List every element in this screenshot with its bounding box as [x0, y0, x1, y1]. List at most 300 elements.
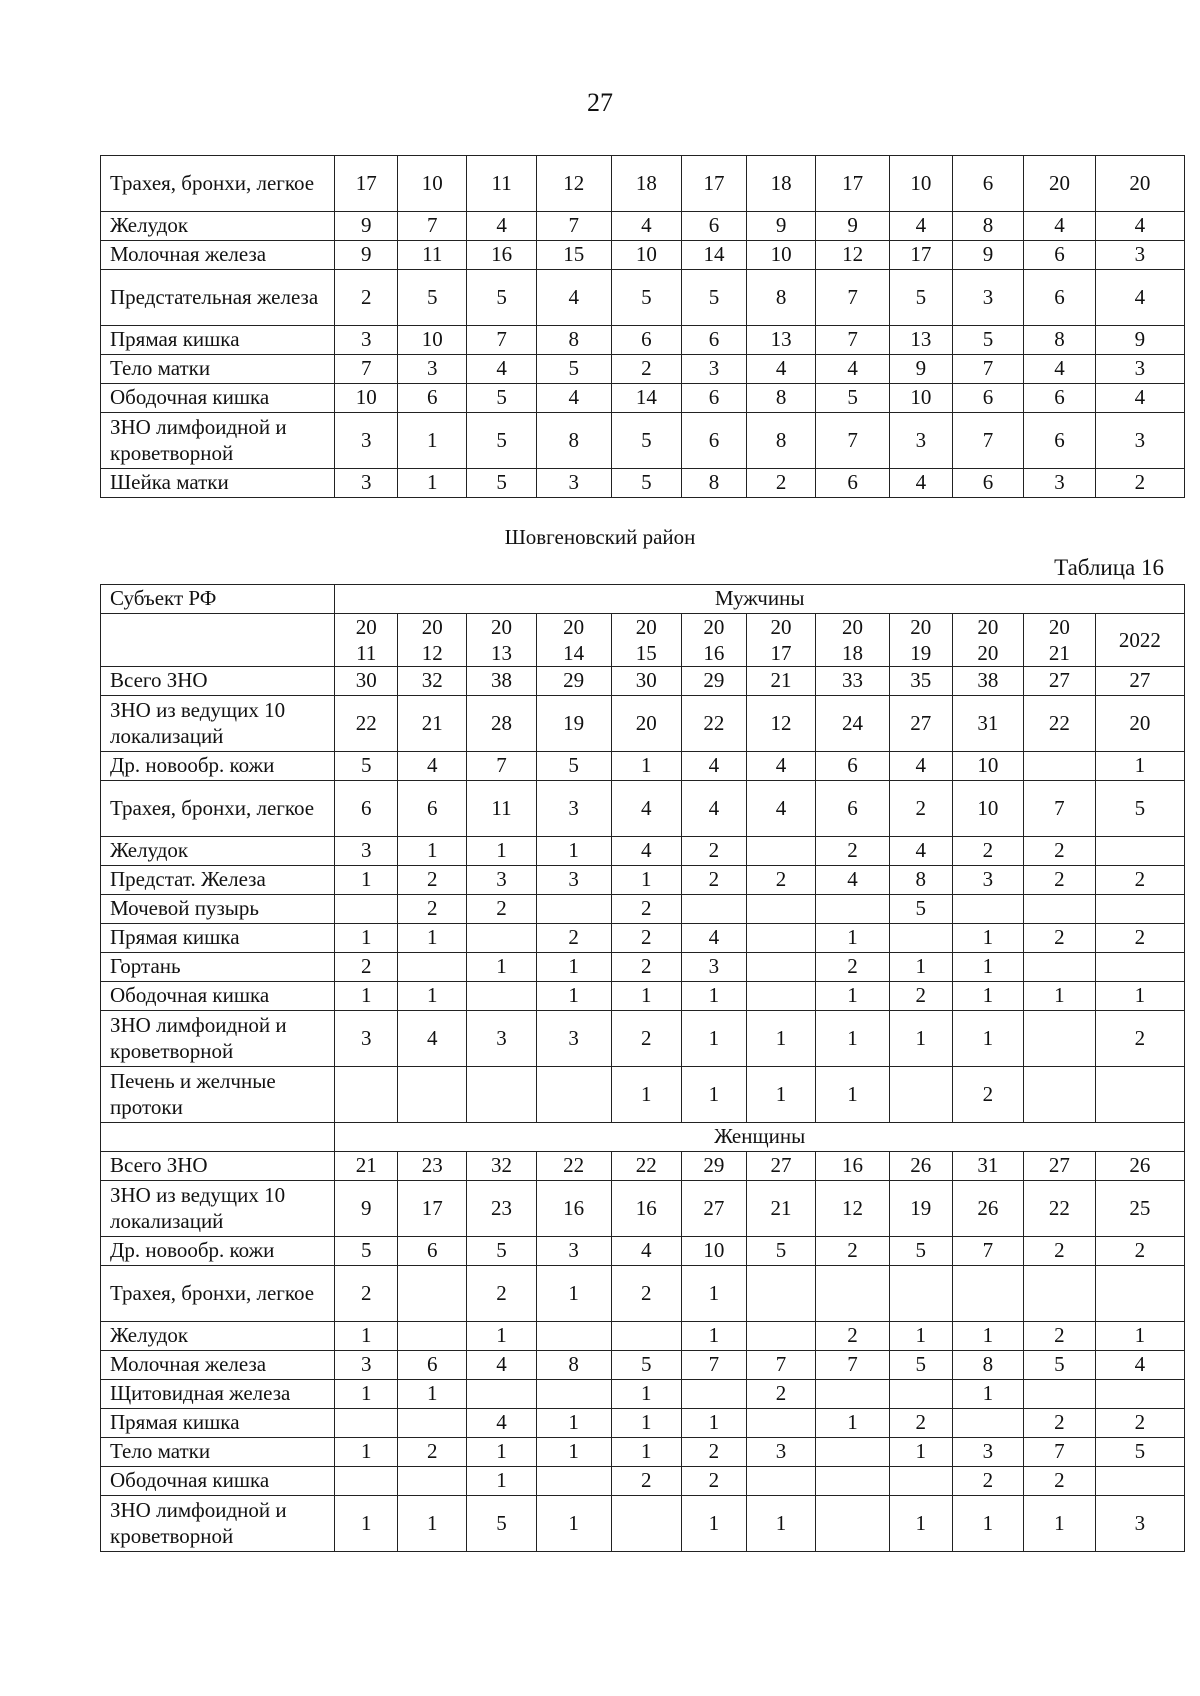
value-cell: 3: [398, 355, 467, 384]
value-cell: 10: [398, 156, 467, 212]
value-cell: 1: [611, 982, 681, 1011]
value-cell: 5: [889, 1351, 952, 1380]
value-cell: [681, 895, 746, 924]
table-row: [101, 241, 1185, 270]
value-cell: 4: [398, 752, 467, 781]
incidence-table-continued: [100, 155, 1185, 498]
value-cell: 3: [681, 953, 746, 982]
value-cell: 27: [1024, 1152, 1096, 1181]
value-cell: 3: [952, 1438, 1024, 1467]
value-cell: 1: [889, 1322, 952, 1351]
year-suffix: 18: [842, 641, 864, 665]
value-cell: 4: [611, 781, 681, 837]
value-cell: [467, 924, 536, 953]
value-cell: 1: [681, 1067, 746, 1123]
value-cell: 8: [536, 1351, 611, 1380]
value-cell: 2: [681, 866, 746, 895]
value-cell: [398, 1409, 467, 1438]
value-cell: 2: [1095, 1409, 1184, 1438]
value-cell: 3: [1095, 1496, 1184, 1552]
value-cell: 22: [681, 696, 746, 752]
value-cell: 1: [1024, 1496, 1096, 1552]
value-cell: 7: [952, 1237, 1024, 1266]
value-cell: 4: [1024, 355, 1096, 384]
value-cell: 2: [1024, 837, 1096, 866]
row-label: Желудок: [101, 837, 335, 866]
value-cell: [816, 895, 890, 924]
year-header-cell: [746, 614, 815, 667]
value-cell: 2: [398, 1438, 467, 1467]
value-cell: 1: [952, 1496, 1024, 1552]
value-cell: 1: [335, 1380, 398, 1409]
value-cell: 1: [952, 1011, 1024, 1067]
value-cell: 2: [467, 1266, 536, 1322]
year-suffix: 11: [356, 641, 377, 665]
row-label: Прямая кишка: [101, 924, 335, 953]
value-cell: 12: [816, 1181, 890, 1237]
year-header-cell: [467, 614, 536, 667]
table-row: [101, 1152, 1185, 1181]
row-label: ЗНО из ведущих 10 локализаций: [101, 696, 335, 752]
value-cell: 6: [1024, 241, 1096, 270]
years-row-blank-cell: [101, 614, 335, 667]
value-cell: 5: [889, 895, 952, 924]
value-cell: 4: [889, 837, 952, 866]
value-cell: 7: [816, 270, 890, 326]
value-cell: 29: [536, 667, 611, 696]
row-label: Трахея, бронхи, легкое: [101, 1266, 335, 1322]
row-label: Молочная железа: [101, 1351, 335, 1380]
year-header-cell: [1095, 614, 1184, 667]
value-cell: 4: [1095, 212, 1184, 241]
value-cell: [746, 924, 815, 953]
value-cell: 5: [890, 270, 953, 326]
value-cell: 2: [335, 953, 398, 982]
value-cell: 6: [682, 413, 747, 469]
value-cell: [1095, 953, 1184, 982]
header-row: [101, 585, 1185, 614]
value-cell: 2: [746, 866, 815, 895]
table-row: [101, 895, 1185, 924]
table-row: [101, 837, 1185, 866]
row-label: Др. новообр. кожи: [101, 1237, 335, 1266]
value-cell: 23: [467, 1181, 536, 1237]
value-cell: 12: [816, 241, 890, 270]
table-row: [101, 696, 1185, 752]
row-label: ЗНО из ведущих 10 локализаций: [101, 1181, 335, 1237]
row-label: Трахея, бронхи, легкое: [101, 781, 335, 837]
value-cell: 2: [1095, 924, 1184, 953]
value-cell: 1: [398, 982, 467, 1011]
row-label: Прямая кишка: [101, 326, 335, 355]
value-cell: 3: [952, 866, 1024, 895]
value-cell: [611, 1322, 681, 1351]
women-header-row: [101, 1123, 1185, 1152]
value-cell: 4: [467, 355, 536, 384]
value-cell: 24: [816, 696, 890, 752]
value-cell: 2: [398, 895, 467, 924]
value-cell: [952, 1266, 1024, 1322]
value-cell: 29: [681, 1152, 746, 1181]
value-cell: 2: [1095, 469, 1184, 498]
table-row: [101, 413, 1185, 469]
value-cell: [746, 1322, 815, 1351]
value-cell: 1: [889, 1438, 952, 1467]
value-cell: 6: [816, 469, 890, 498]
table-row: [101, 270, 1185, 326]
men-header: Мужчины: [335, 585, 1185, 614]
value-cell: 3: [952, 270, 1024, 326]
value-cell: [889, 1266, 952, 1322]
value-cell: 20: [1095, 696, 1184, 752]
value-cell: 4: [467, 1409, 536, 1438]
row-label: Ободочная кишка: [101, 1467, 335, 1496]
value-cell: 4: [1095, 270, 1184, 326]
table-row: [101, 355, 1185, 384]
value-cell: 31: [952, 1152, 1024, 1181]
value-cell: 3: [682, 355, 747, 384]
value-cell: 35: [889, 667, 952, 696]
value-cell: 2: [335, 270, 398, 326]
value-cell: [398, 1322, 467, 1351]
year-century: 20: [1048, 615, 1070, 639]
value-cell: 10: [952, 781, 1024, 837]
value-cell: 8: [952, 1351, 1024, 1380]
row-label: Гортань: [101, 953, 335, 982]
value-cell: 13: [746, 326, 815, 355]
value-cell: 11: [467, 781, 536, 837]
value-cell: 6: [1024, 413, 1096, 469]
value-cell: [816, 1266, 890, 1322]
value-cell: 9: [335, 241, 398, 270]
value-cell: 5: [467, 384, 536, 413]
value-cell: 2: [681, 1467, 746, 1496]
value-cell: [1095, 837, 1184, 866]
value-cell: [816, 1496, 890, 1552]
value-cell: 2: [1024, 1467, 1096, 1496]
value-cell: 16: [816, 1152, 890, 1181]
year-suffix: 13: [491, 641, 513, 665]
row-label: Тело матки: [101, 355, 335, 384]
year-suffix: 19: [910, 641, 932, 665]
value-cell: 1: [536, 1496, 611, 1552]
value-cell: 26: [889, 1152, 952, 1181]
value-cell: 5: [467, 270, 536, 326]
value-cell: 2: [889, 781, 952, 837]
value-cell: 17: [398, 1181, 467, 1237]
row-label: ЗНО лимфоидной и кроветворной: [101, 413, 335, 469]
value-cell: 9: [952, 241, 1024, 270]
value-cell: 18: [611, 156, 681, 212]
value-cell: 6: [398, 384, 467, 413]
value-cell: 6: [682, 384, 747, 413]
value-cell: 4: [1024, 212, 1096, 241]
table-row: [101, 781, 1185, 837]
value-cell: [746, 895, 815, 924]
value-cell: 4: [746, 752, 815, 781]
year-century: 20: [910, 615, 932, 639]
table-row: [101, 982, 1185, 1011]
value-cell: 1: [952, 1380, 1024, 1409]
value-cell: 3: [1024, 469, 1096, 498]
year-header-cell: [952, 614, 1024, 667]
year-century: 20: [977, 615, 999, 639]
value-cell: 2: [816, 1322, 890, 1351]
value-cell: 10: [746, 241, 815, 270]
value-cell: 10: [681, 1237, 746, 1266]
year-century: 20: [770, 615, 792, 639]
value-cell: 10: [398, 326, 467, 355]
value-cell: [398, 953, 467, 982]
year-suffix: 2022: [1118, 628, 1161, 652]
value-cell: 11: [467, 156, 536, 212]
value-cell: 5: [536, 355, 611, 384]
women-header-blank-cell: [101, 1123, 335, 1152]
value-cell: 23: [398, 1152, 467, 1181]
table-row: [101, 326, 1185, 355]
value-cell: [1024, 1380, 1096, 1409]
value-cell: 7: [952, 355, 1024, 384]
year-suffix: 17: [770, 641, 792, 665]
value-cell: 2: [611, 895, 681, 924]
value-cell: 10: [335, 384, 398, 413]
value-cell: 2: [1024, 924, 1096, 953]
value-cell: 3: [536, 781, 611, 837]
value-cell: 5: [611, 469, 681, 498]
value-cell: 21: [746, 1181, 815, 1237]
value-cell: 4: [536, 384, 611, 413]
value-cell: 1: [952, 982, 1024, 1011]
value-cell: 5: [746, 1237, 815, 1266]
value-cell: 6: [682, 326, 747, 355]
value-cell: 5: [611, 270, 681, 326]
value-cell: 1: [536, 1438, 611, 1467]
value-cell: 21: [398, 696, 467, 752]
value-cell: 1: [1095, 982, 1184, 1011]
value-cell: 25: [1095, 1181, 1184, 1237]
table-row: [101, 1266, 1185, 1322]
value-cell: 1: [398, 1496, 467, 1552]
value-cell: 1: [681, 982, 746, 1011]
value-cell: 1: [536, 982, 611, 1011]
value-cell: 1: [952, 953, 1024, 982]
value-cell: 1: [467, 1467, 536, 1496]
value-cell: 8: [536, 326, 611, 355]
value-cell: 21: [746, 667, 815, 696]
value-cell: 10: [890, 156, 953, 212]
value-cell: 3: [536, 469, 611, 498]
value-cell: 8: [746, 413, 815, 469]
value-cell: 2: [889, 982, 952, 1011]
value-cell: 27: [1024, 667, 1096, 696]
value-cell: 3: [746, 1438, 815, 1467]
value-cell: [611, 1496, 681, 1552]
value-cell: 11: [398, 241, 467, 270]
value-cell: 17: [335, 156, 398, 212]
value-cell: [681, 1380, 746, 1409]
value-cell: 17: [816, 156, 890, 212]
year-century: 20: [355, 615, 377, 639]
row-label: Ободочная кишка: [101, 384, 335, 413]
value-cell: 1: [611, 1067, 681, 1123]
value-cell: 9: [335, 1181, 398, 1237]
value-cell: 6: [816, 752, 890, 781]
value-cell: [1095, 1380, 1184, 1409]
value-cell: 3: [335, 1011, 398, 1067]
value-cell: 8: [536, 413, 611, 469]
value-cell: [335, 895, 398, 924]
value-cell: 8: [1024, 326, 1096, 355]
year-century: 20: [421, 615, 443, 639]
value-cell: 5: [889, 1237, 952, 1266]
value-cell: [536, 1380, 611, 1409]
value-cell: 27: [681, 1181, 746, 1237]
value-cell: 1: [335, 924, 398, 953]
value-cell: 5: [816, 384, 890, 413]
value-cell: 7: [1024, 781, 1096, 837]
value-cell: 7: [816, 413, 890, 469]
value-cell: 4: [681, 924, 746, 953]
value-cell: 1: [816, 1011, 890, 1067]
value-cell: 10: [952, 752, 1024, 781]
value-cell: 5: [335, 1237, 398, 1266]
value-cell: 22: [1024, 696, 1096, 752]
value-cell: 1: [889, 953, 952, 982]
row-label: Трахея, бронхи, легкое: [101, 156, 335, 212]
value-cell: 1: [398, 413, 467, 469]
value-cell: 3: [536, 1237, 611, 1266]
value-cell: 33: [816, 667, 890, 696]
value-cell: 3: [890, 413, 953, 469]
value-cell: 5: [952, 326, 1024, 355]
value-cell: 10: [890, 384, 953, 413]
value-cell: 5: [682, 270, 747, 326]
year-header-cell: [816, 614, 890, 667]
value-cell: [398, 1266, 467, 1322]
value-cell: 2: [816, 953, 890, 982]
value-cell: 6: [952, 469, 1024, 498]
value-cell: 5: [611, 413, 681, 469]
subject-header: Субъект РФ: [101, 585, 335, 614]
value-cell: [536, 1467, 611, 1496]
value-cell: 1: [398, 1380, 467, 1409]
value-cell: 3: [536, 866, 611, 895]
year-century: 20: [635, 615, 657, 639]
value-cell: 2: [1095, 1011, 1184, 1067]
value-cell: 2: [536, 924, 611, 953]
value-cell: 20: [1024, 156, 1096, 212]
row-label: Ободочная кишка: [101, 982, 335, 1011]
value-cell: 2: [1024, 1237, 1096, 1266]
value-cell: 5: [467, 469, 536, 498]
year-header-cell: [889, 614, 952, 667]
value-cell: 2: [816, 1237, 890, 1266]
value-cell: 6: [1024, 384, 1096, 413]
value-cell: 1: [816, 982, 890, 1011]
value-cell: 1: [746, 1011, 815, 1067]
value-cell: 1: [952, 1322, 1024, 1351]
value-cell: 30: [335, 667, 398, 696]
value-cell: 29: [681, 667, 746, 696]
row-label: ЗНО лимфоидной и кроветворной: [101, 1011, 335, 1067]
value-cell: 1: [467, 953, 536, 982]
value-cell: 5: [335, 752, 398, 781]
value-cell: 7: [1024, 1438, 1096, 1467]
value-cell: [398, 1067, 467, 1123]
value-cell: 1: [611, 1438, 681, 1467]
value-cell: 22: [1024, 1181, 1096, 1237]
value-cell: 4: [816, 355, 890, 384]
value-cell: 1: [681, 1266, 746, 1322]
table-row: [101, 1181, 1185, 1237]
value-cell: 22: [335, 696, 398, 752]
value-cell: [398, 1467, 467, 1496]
value-cell: 4: [890, 212, 953, 241]
value-cell: 27: [889, 696, 952, 752]
value-cell: 8: [682, 469, 747, 498]
value-cell: 1: [467, 837, 536, 866]
value-cell: 1: [335, 982, 398, 1011]
value-cell: 27: [746, 1152, 815, 1181]
value-cell: [889, 1067, 952, 1123]
value-cell: 30: [611, 667, 681, 696]
value-cell: 6: [952, 156, 1024, 212]
value-cell: [952, 1409, 1024, 1438]
value-cell: 4: [611, 212, 681, 241]
value-cell: 2: [1095, 1237, 1184, 1266]
year-century: 20: [563, 615, 585, 639]
value-cell: [1095, 1266, 1184, 1322]
value-cell: [816, 1380, 890, 1409]
value-cell: 5: [611, 1351, 681, 1380]
value-cell: 4: [681, 752, 746, 781]
value-cell: 16: [536, 1181, 611, 1237]
value-cell: 12: [536, 156, 611, 212]
value-cell: 3: [1095, 355, 1184, 384]
value-cell: 7: [467, 326, 536, 355]
value-cell: 7: [952, 413, 1024, 469]
value-cell: [467, 1380, 536, 1409]
row-label: Шейка матки: [101, 469, 335, 498]
value-cell: 1: [398, 924, 467, 953]
table-row: [101, 1011, 1185, 1067]
value-cell: [1024, 953, 1096, 982]
value-cell: 14: [611, 384, 681, 413]
value-cell: 9: [890, 355, 953, 384]
value-cell: 8: [746, 384, 815, 413]
value-cell: [746, 1409, 815, 1438]
value-cell: 27: [1095, 667, 1184, 696]
value-cell: [536, 1322, 611, 1351]
value-cell: 1: [746, 1496, 815, 1552]
value-cell: 2: [1024, 866, 1096, 895]
value-cell: 1: [816, 1409, 890, 1438]
value-cell: 7: [816, 1351, 890, 1380]
table-row: [101, 953, 1185, 982]
value-cell: 18: [746, 156, 815, 212]
value-cell: 17: [682, 156, 747, 212]
year-century: 20: [491, 615, 513, 639]
value-cell: 4: [611, 837, 681, 866]
value-cell: 1: [536, 837, 611, 866]
value-cell: 4: [1095, 384, 1184, 413]
table-row: [101, 156, 1185, 212]
value-cell: 1: [335, 1438, 398, 1467]
row-label: Молочная железа: [101, 241, 335, 270]
value-cell: 5: [1095, 781, 1184, 837]
value-cell: 12: [746, 696, 815, 752]
value-cell: 5: [467, 413, 536, 469]
